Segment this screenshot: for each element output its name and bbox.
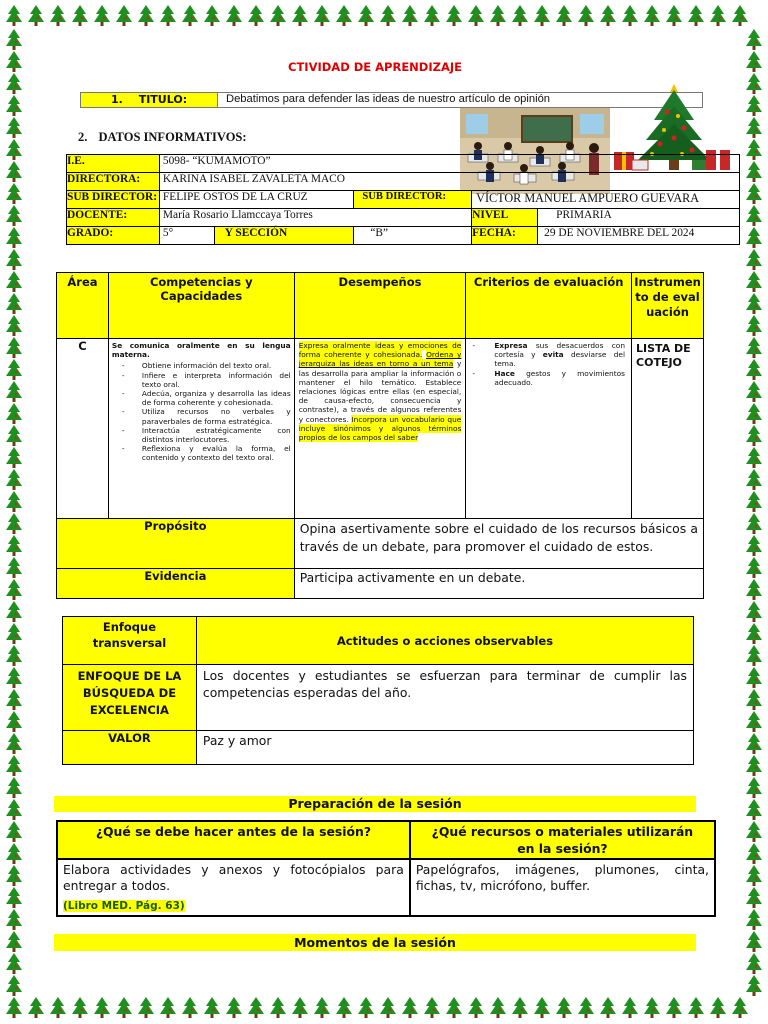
christmas-tree-icon [6, 29, 22, 50]
christmas-tree-icon [746, 469, 762, 490]
criterios-list [472, 341, 626, 387]
preparacion-table [56, 820, 716, 917]
christmas-tree-icon [6, 755, 22, 776]
directora-value: KARINA ISABEL ZAVALETA MACO [159, 173, 739, 191]
christmas-tree-icon [6, 205, 22, 226]
valor-label: VALOR [63, 731, 197, 765]
fecha-label: FECHA: [472, 227, 538, 245]
christmas-tree-icon [6, 645, 22, 666]
christmas-tree-icon [6, 975, 22, 996]
christmas-tree-icon [746, 645, 762, 666]
christmas-tree-icon [746, 491, 762, 512]
christmas-tree-icon [6, 183, 22, 204]
preparacion-a1: Elabora actividades y anexos y fotocópialos para entregar a todos. [63, 862, 404, 893]
docente-label: DOCENTE: [67, 209, 160, 227]
christmas-tree-icon [746, 777, 762, 798]
christmas-tree-icon [556, 5, 572, 26]
capacidad-item: - Utiliza recursos no verbales y paraverbales de forma estratégica. [121, 407, 291, 426]
datos-heading [78, 130, 247, 145]
christmas-tree-icon [746, 579, 762, 600]
christmas-tree-icon [6, 73, 22, 94]
desempeno-part-4: Incorpora un vocabulario que incluye sinónimos y algunos términos propios de los campos del saber [298, 414, 462, 443]
christmas-tree-icon [746, 667, 762, 688]
christmas-tree-icon [6, 381, 22, 402]
christmas-tree-icon [6, 887, 22, 908]
christmas-tree-icon [6, 799, 22, 820]
christmas-tree-icon [746, 755, 762, 776]
christmas-tree-icon [6, 447, 22, 468]
christmas-tree-icon [28, 5, 44, 26]
christmas-tree-icon [490, 5, 506, 26]
christmas-tree-icon [746, 821, 762, 842]
christmas-tree-icon [6, 5, 22, 26]
proposito-value: Opina asertivamente sobre el cuidado de los recursos básicos a través de un debate, para promover el cuidado de estos. [294, 519, 703, 569]
christmas-tree-icon [746, 513, 762, 534]
titulo-num: 1. [111, 93, 123, 106]
christmas-tree-icon [6, 51, 22, 72]
christmas-tree-icon [534, 5, 550, 26]
header-criterios: Criterios de evaluación [466, 273, 632, 339]
christmas-tree-icon [6, 271, 22, 292]
christmas-tree-icon [6, 865, 22, 886]
christmas-tree-icon [710, 997, 726, 1018]
christmas-tree-icon [336, 5, 352, 26]
christmas-tree-icon [746, 183, 762, 204]
activity-title: CTIVIDAD DE APRENDIZAJE [288, 60, 463, 74]
header-area: Área [57, 273, 109, 339]
preparacion-a2: Papelógrafos, imágenes, plumones, cinta, fichas, tv, micrófono, buffer. [410, 859, 715, 916]
datos-label: DATOS INFORMATIVOS: [98, 130, 247, 144]
christmas-tree-icon [746, 689, 762, 710]
christmas-tree-icon [6, 337, 22, 358]
christmas-tree-icon [746, 315, 762, 336]
capacidad-item: - Infiere e interpreta información del texto oral. [121, 370, 291, 389]
seccion-label: Y SECCIÓN [224, 227, 288, 239]
christmas-tree-icon [468, 5, 484, 26]
preparacion-a1-ref: (Libro MED. Pág. 63) [63, 900, 185, 912]
desempeno-part-2: Ordena y jerarquiza las ideas en torno a un tema [298, 350, 462, 369]
christmas-tree-icon [6, 931, 22, 952]
christmas-tree-icon [468, 997, 484, 1018]
christmas-tree-icon [6, 425, 22, 446]
christmas-tree-icon [6, 139, 22, 160]
preparacion-q1: ¿Qué se debe hacer antes de la sesión? [57, 821, 410, 859]
christmas-tree-icon [746, 865, 762, 886]
christmas-tree-icon [380, 5, 396, 26]
christmas-tree-icon [50, 5, 66, 26]
christmas-tree-icon [160, 5, 176, 26]
directora-label: DIRECTORA: [67, 173, 160, 191]
christmas-tree-icon [746, 117, 762, 138]
christmas-tree-icon [746, 337, 762, 358]
docente-value: María Rosario Llamccaya Torres [159, 209, 471, 227]
christmas-tree-icon [644, 997, 660, 1018]
christmas-tree-icon [746, 447, 762, 468]
christmas-tree-icon [6, 513, 22, 534]
proposito-label: Propósito [57, 519, 295, 569]
subdir-label: SUB DIRECTOR: [67, 191, 160, 209]
christmas-tree-icon [6, 249, 22, 270]
christmas-tree-icon [688, 5, 704, 26]
christmas-tree-icon [512, 997, 528, 1018]
criterio-item: - Hace gestos y movimientos adecuado. [472, 368, 626, 387]
christmas-tree-icon [6, 733, 22, 754]
christmas-tree-icon [402, 997, 418, 1018]
grado-label: GRADO: [67, 227, 160, 245]
christmas-tree-icon [6, 667, 22, 688]
fecha-value: 29 DE NOVIEMBRE DEL 2024 [538, 227, 740, 245]
christmas-tree-icon [6, 909, 22, 930]
christmas-tree-icon [746, 403, 762, 424]
christmas-tree-icon [6, 227, 22, 248]
capacidad-item: - Interactúa estratégicamente con distintos interlocutores. [121, 425, 291, 445]
christmas-tree-icon [292, 997, 308, 1018]
christmas-tree-icon [402, 5, 418, 26]
subdir-value: FELIPE OSTOS DE LA CRUZ [159, 191, 353, 209]
christmas-tree-icon [94, 5, 110, 26]
christmas-tree-icon [314, 5, 330, 26]
christmas-tree-icon [746, 73, 762, 94]
christmas-tree-icon [746, 975, 762, 996]
criterios-cell [466, 339, 632, 519]
christmas-tree-icon [746, 139, 762, 160]
christmas-tree-icon [358, 997, 374, 1018]
christmas-tree-icon [116, 5, 132, 26]
christmas-tree-icon [424, 5, 440, 26]
preparacion-q2: ¿Qué recursos o materiales utilizarán en la sesión? [410, 821, 715, 859]
christmas-tree-icon [644, 5, 660, 26]
christmas-tree-icon [600, 997, 616, 1018]
christmas-tree-icon [746, 29, 762, 50]
christmas-tree-icon [688, 997, 704, 1018]
subdir2-value: VÍCTOR MANUEL AMPUERO GUEVARA [472, 191, 740, 209]
titulo-label: TITULO: [138, 93, 188, 106]
seccion-value: “B” [354, 227, 472, 245]
desempenos-cell [294, 339, 466, 519]
titulo-row [80, 92, 703, 108]
criterio-item: - Expresa sus desacuerdos con cortesía y evita desviarse del tema. [472, 341, 626, 369]
ie-value: 5098- “KUMAMOTO” [159, 155, 739, 173]
grado-value: 5° [159, 227, 214, 245]
christmas-tree-icon [6, 777, 22, 798]
christmas-tree-icon [746, 95, 762, 116]
christmas-tree-icon [6, 623, 22, 644]
preparacion-a1-cell [57, 859, 410, 916]
christmas-tree-icon [292, 5, 308, 26]
christmas-tree-icon [270, 997, 286, 1018]
christmas-tree-icon [358, 5, 374, 26]
christmas-tree-icon [226, 5, 242, 26]
christmas-tree-icon [746, 205, 762, 226]
christmas-tree-icon [6, 843, 22, 864]
christmas-tree-icon [424, 997, 440, 1018]
header-desempenos: Desempeños [294, 273, 466, 339]
christmas-tree-icon [6, 997, 22, 1018]
christmas-tree-icon [622, 5, 638, 26]
christmas-tree-icon [746, 601, 762, 622]
header-competencias: Competencias y Capacidades [108, 273, 294, 339]
christmas-tree-icon [746, 711, 762, 732]
christmas-tree-icon [380, 997, 396, 1018]
christmas-tree-icon [512, 5, 528, 26]
christmas-tree-icon [248, 5, 264, 26]
enfoque-header-left: Enfoque transversal [63, 617, 197, 665]
christmas-tree-icon [204, 997, 220, 1018]
competencias-cell [108, 339, 294, 519]
evidencia-label: Evidencia [57, 569, 295, 599]
document-page [40, 40, 740, 990]
header-instrumento: Instrumento de evaluación [632, 273, 704, 339]
christmas-tree-icon [578, 5, 594, 26]
christmas-tree-icon [6, 293, 22, 314]
enfoque-name: ENFOQUE DE LA BÚSQUEDA DE EXCELENCIA [63, 665, 197, 731]
momentos-title: Momentos de la sesión [54, 934, 696, 951]
christmas-tree-icon [6, 579, 22, 600]
christmas-tree-icon [746, 953, 762, 974]
christmas-tree-icon [336, 997, 352, 1018]
christmas-tree-icon [746, 249, 762, 270]
evidencia-value: Participa activamente en un debate. [294, 569, 703, 599]
christmas-tree-icon [666, 997, 682, 1018]
christmas-tree-icon [534, 997, 550, 1018]
christmas-tree-icon [746, 931, 762, 952]
christmas-tree-icon [746, 381, 762, 402]
christmas-tree-icon [746, 799, 762, 820]
christmas-tree-icon [746, 161, 762, 182]
christmas-tree-icon [6, 711, 22, 732]
christmas-tree-icon [6, 359, 22, 380]
christmas-tree-icon [746, 425, 762, 446]
christmas-tree-icon [28, 997, 44, 1018]
nivel-label: NIVEL [472, 209, 538, 227]
desempeno-part-3: y las desarrolla para ampliar la información o mantener el hilo temático. Establece relaciones lógicas entre ellas (en especial, de causa-efecto, consecuencia y contraste), a través de algunos referentes y conectores. [298, 359, 462, 424]
christmas-tree-icon [746, 623, 762, 644]
datos-num: 2. [78, 130, 88, 144]
christmas-tree-icon [746, 271, 762, 292]
enfoque-value: Los docentes y estudiantes se esfuerzan para terminar de cumplir las competencias esperadas del año. [196, 665, 693, 731]
titulo-value: Debatimos para defender las ideas de nuestro artículo de opinión [226, 93, 551, 105]
christmas-tree-icon [746, 843, 762, 864]
christmas-tree-icon [732, 997, 748, 1018]
christmas-tree-icon [138, 5, 154, 26]
competencias-table [56, 272, 704, 599]
christmas-tree-icon [72, 5, 88, 26]
nivel-value: PRIMARIA [538, 209, 740, 227]
christmas-tree-icon [622, 997, 638, 1018]
christmas-tree-icon [6, 601, 22, 622]
christmas-tree-icon [746, 733, 762, 754]
capacidad-item: - Obtiene información del texto oral. [121, 361, 272, 371]
christmas-tree-icon [6, 535, 22, 556]
christmas-tree-icon [270, 5, 286, 26]
christmas-tree-icon [6, 491, 22, 512]
info-table [66, 154, 740, 245]
christmas-tree-icon [666, 5, 682, 26]
christmas-tree-icon [746, 293, 762, 314]
christmas-tree-icon [6, 403, 22, 424]
valor-value: Paz y amor [196, 731, 693, 765]
christmas-tree-icon [746, 227, 762, 248]
enfoque-table [62, 616, 694, 765]
christmas-tree-icon [746, 909, 762, 930]
enfoque-header-right: Actitudes o acciones observables [196, 617, 693, 665]
christmas-tree-icon [160, 997, 176, 1018]
christmas-tree-icon [116, 997, 132, 1018]
christmas-tree-icon [746, 887, 762, 908]
subdir2-label: SUB DIRECTOR: [354, 191, 472, 209]
christmas-tree-icon [6, 557, 22, 578]
capacidades-list [121, 361, 291, 463]
capacidad-item: - Adecúa, organiza y desarrolla las ideas de forma coherente y cohesionada. [121, 389, 291, 408]
christmas-tree-icon [446, 5, 462, 26]
christmas-tree-icon [446, 997, 462, 1018]
christmas-tree-icon [746, 51, 762, 72]
christmas-tree-icon [6, 95, 22, 116]
ie-label: I.E. [67, 155, 160, 173]
competencia-title: Se comunica oralmente en su lengua materna. [111, 341, 291, 360]
christmas-tree-icon [138, 997, 154, 1018]
christmas-tree-icon [94, 997, 110, 1018]
christmas-tree-icon [182, 997, 198, 1018]
christmas-tree-icon [182, 5, 198, 26]
christmas-tree-icon [746, 359, 762, 380]
instrumento-value: LISTA DE COTEJO [632, 339, 704, 519]
christmas-tree-icon [746, 535, 762, 556]
christmas-tree-icon [490, 997, 506, 1018]
christmas-tree-icon [600, 5, 616, 26]
christmas-tree-icon [6, 689, 22, 710]
christmas-tree-icon [732, 5, 748, 26]
christmas-tree-icon [314, 997, 330, 1018]
christmas-tree-icon [248, 997, 264, 1018]
christmas-tree-icon [6, 117, 22, 138]
christmas-tree-icon [72, 997, 88, 1018]
christmas-tree-icon [50, 997, 66, 1018]
christmas-tree-icon [556, 997, 572, 1018]
area-value: C [57, 339, 109, 519]
christmas-tree-icon [204, 5, 220, 26]
christmas-tree-icon [710, 5, 726, 26]
christmas-tree-icon [6, 161, 22, 182]
christmas-tree-icon [6, 469, 22, 490]
christmas-tree-icon [746, 557, 762, 578]
desempeno-part-1: Expresa oralmente ideas y emociones de forma coherente y cohesionada. [298, 341, 462, 360]
christmas-tree-icon [226, 997, 242, 1018]
christmas-tree-icon [6, 315, 22, 336]
christmas-tree-icon [6, 821, 22, 842]
christmas-tree-icon [578, 997, 594, 1018]
capacidad-item: - Reflexiona y evalúa la forma, el contenido y contexto del texto oral. [121, 444, 291, 463]
christmas-tree-icon [6, 953, 22, 974]
preparacion-title: Preparación de la sesión [54, 796, 696, 812]
